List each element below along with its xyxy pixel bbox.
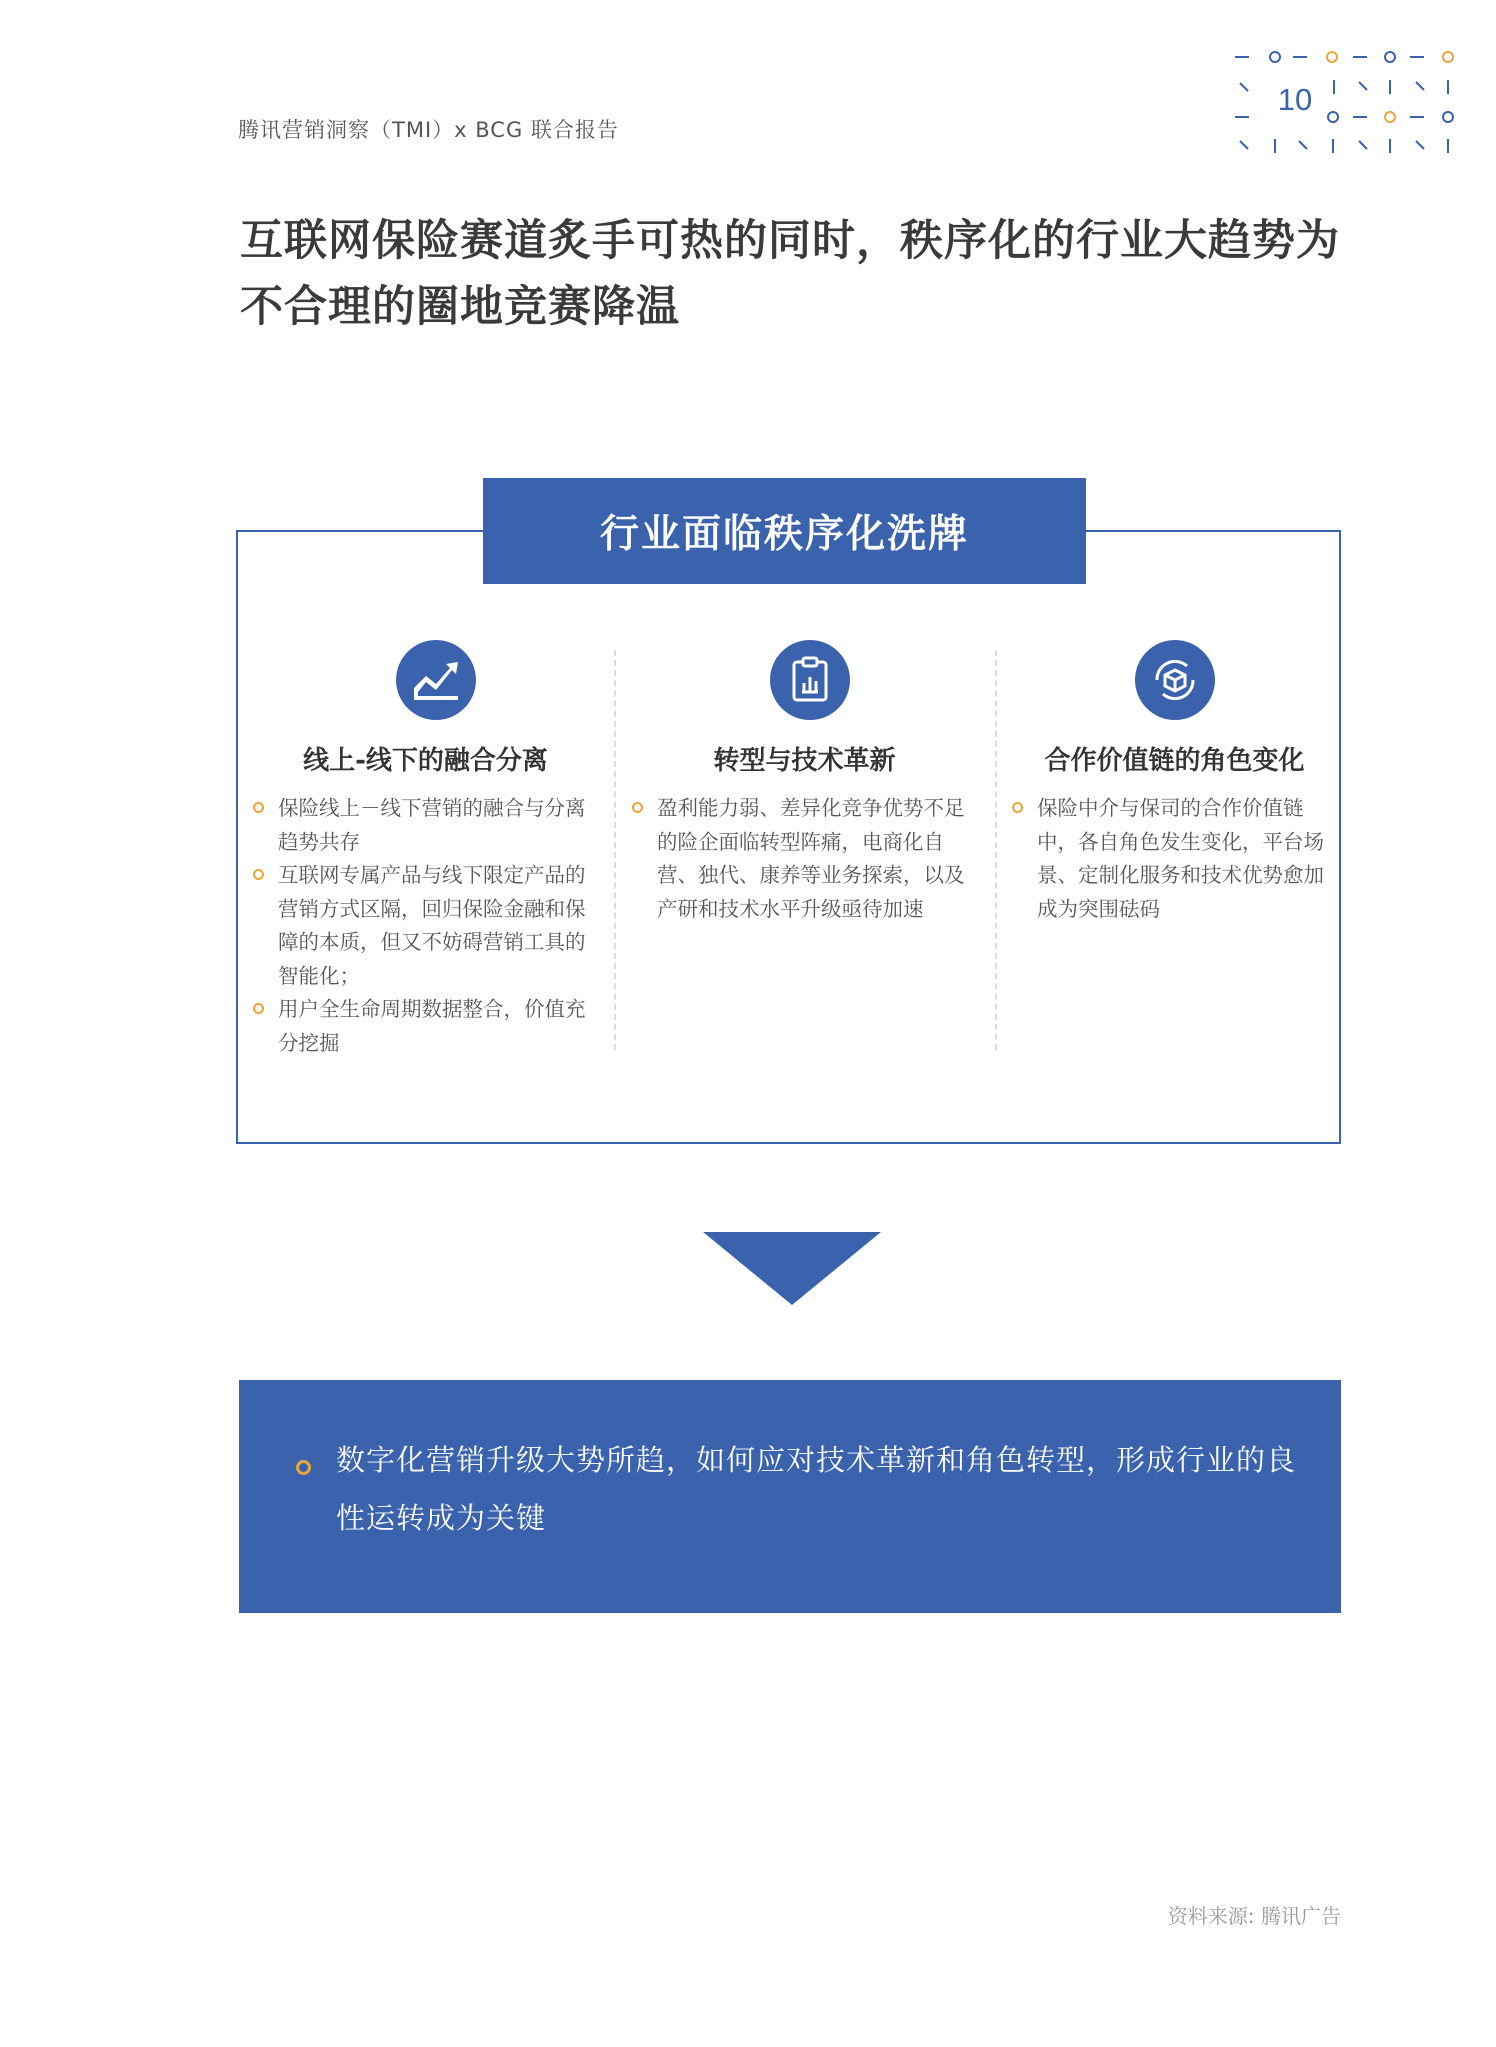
panel-banner: 行业面临秩序化洗牌	[483, 478, 1086, 584]
column-heading: 转型与技术革新	[713, 746, 896, 776]
column-heading: 合作价值链的角色变化	[1044, 746, 1305, 776]
column-bullets	[253, 792, 598, 1060]
clipboard-chart-icon	[770, 640, 850, 720]
bullet-item: 用户全生命周期数据整合，价值充分挖掘	[253, 993, 598, 1060]
page-decoration	[1235, 45, 1475, 165]
column-bullets	[632, 792, 977, 926]
bullet-item: 保险中介与保司的合作价值链中，各自角色发生变化，平台场景、定制化服务和技术优势愈加成为突围砝码	[1012, 792, 1337, 926]
bullet-item: 互联网专属产品与线下限定产品的营销方式区隔，回归保险金融和保障的本质，但又不妨碍营销工具的智能化；	[253, 859, 598, 993]
down-arrow-icon	[703, 1232, 881, 1305]
page-number: 10	[1277, 82, 1313, 117]
source-note: 资料来源: 腾讯广告	[1167, 1904, 1341, 1928]
bullet-item: 盈利能力弱、差异化竞争优势不足的险企面临转型阵痛，电商化自营、独代、康养等业务探索，以及产研和技术水平升级亟待加速	[632, 792, 977, 926]
bullet-item: 保险线上－线下营销的融合与分离趋势共存	[253, 792, 598, 859]
column-divider	[614, 650, 616, 1050]
column-heading: 线上-线下的融合分离	[303, 746, 548, 776]
page-title	[240, 208, 1390, 340]
conclusion-box	[239, 1380, 1341, 1613]
trend-chart-icon	[396, 640, 476, 720]
title-line-2: 不合理的圈地竞赛降温	[240, 282, 680, 332]
title-line-1: 互联网保险赛道炙手可热的同时，秩序化的行业大趋势为	[240, 216, 1340, 266]
column-bullets	[1012, 792, 1337, 926]
conclusion-text: 数字化营销升级大势所趋，如何应对技术革新和角色转型，形成行业的良性运转成为关键	[336, 1443, 1297, 1535]
report-header: 腾讯营销洞察（TMI）x BCG 联合报告	[238, 118, 619, 142]
cube-cycle-icon	[1135, 640, 1215, 720]
column-divider	[995, 650, 997, 1050]
bullet-dot-icon	[296, 1460, 311, 1475]
